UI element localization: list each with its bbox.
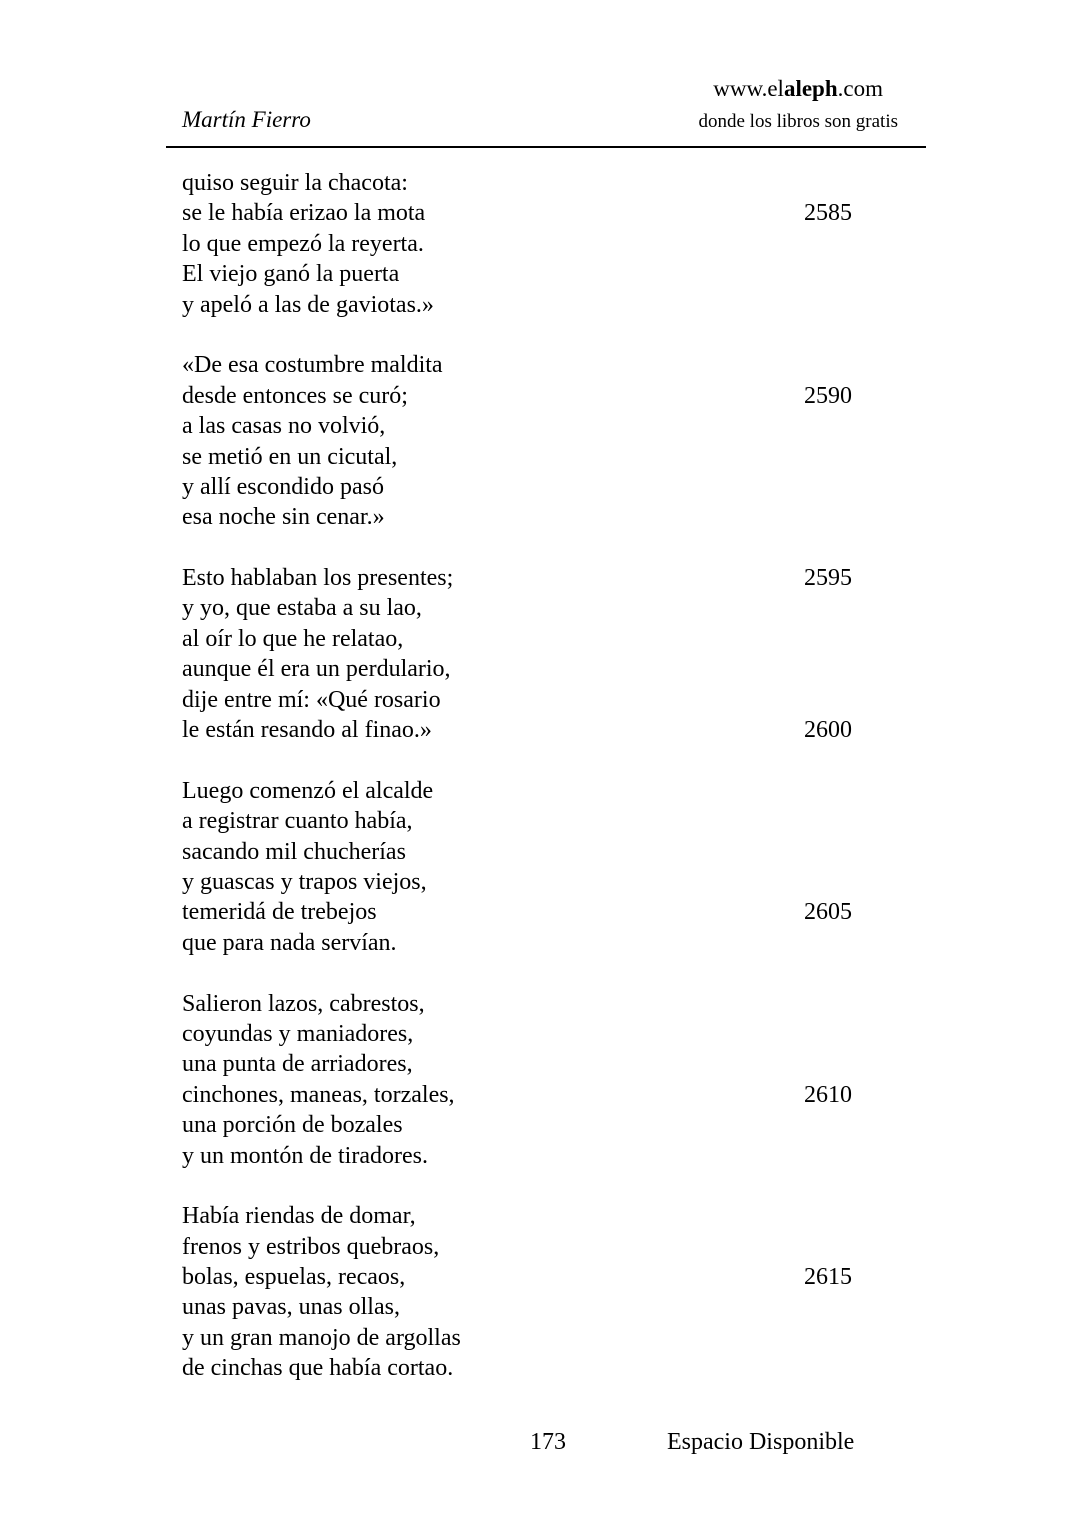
verse-line xyxy=(182,168,882,198)
verse-text: a registrar cuanto había, xyxy=(182,808,413,835)
verse-line xyxy=(182,1323,882,1353)
verse-line xyxy=(182,381,882,411)
verse-line xyxy=(182,229,882,259)
verse-line xyxy=(182,1353,882,1383)
line-number: 2595 xyxy=(804,565,852,592)
footer-note: Espacio Disponible xyxy=(667,1429,855,1455)
page-number: 173 xyxy=(530,1429,566,1455)
verse-text: y un montón de tiradores. xyxy=(182,1142,428,1169)
verse-text: y un gran manojo de argollas xyxy=(182,1324,461,1351)
verse-text: que para nada servían. xyxy=(182,929,397,956)
verse-line xyxy=(182,1292,882,1322)
verse-line xyxy=(182,563,882,593)
verse-text: «De esa costumbre maldita xyxy=(182,352,443,379)
verse-text: se metió en un cicutal, xyxy=(182,443,398,470)
verse-line xyxy=(182,776,882,806)
verse-line xyxy=(182,1141,882,1171)
stanza xyxy=(182,1201,882,1383)
verse-text: El viejo ganó la puerta xyxy=(182,261,400,288)
stanza xyxy=(182,989,882,1171)
verse-line xyxy=(182,411,882,441)
book-title: Martín Fierro xyxy=(182,107,311,132)
line-number: 2600 xyxy=(804,717,852,744)
verse-text: bolas, espuelas, recaos, xyxy=(182,1264,406,1291)
verse-line xyxy=(182,1110,882,1140)
verse-text: y yo, que estaba a su lao, xyxy=(182,595,422,622)
verse-line xyxy=(182,989,882,1019)
verse-text: aunque él era un perdulario, xyxy=(182,656,451,683)
line-number: 2590 xyxy=(804,382,852,409)
verse-line xyxy=(182,806,882,836)
verse-line xyxy=(182,502,882,532)
verse-text: y apeló a las de gaviotas.» xyxy=(182,291,434,318)
verse-text: y allí escondido pasó xyxy=(182,473,384,500)
line-number: 2610 xyxy=(804,1081,852,1108)
verse-line xyxy=(182,867,882,897)
site-tagline: donde los libros son gratis xyxy=(698,111,898,132)
line-number: 2615 xyxy=(804,1264,852,1291)
verse-text: temeridá de trebejos xyxy=(182,899,377,926)
verse-line xyxy=(182,259,882,289)
verse-line xyxy=(182,715,882,745)
verse-text: unas pavas, unas ollas, xyxy=(182,1294,400,1321)
line-number: 2585 xyxy=(804,200,852,227)
verse-line xyxy=(182,624,882,654)
verse-text: se le había erizao la mota xyxy=(182,200,426,227)
verse-text: quiso seguir la chacota: xyxy=(182,170,408,196)
verse-line xyxy=(182,593,882,623)
verse-line xyxy=(182,1232,882,1262)
verse-text: dije entre mí: «Qué rosario xyxy=(182,686,441,713)
verse-text: una punta de arriadores, xyxy=(182,1051,413,1078)
line-number: 2605 xyxy=(804,899,852,926)
site-url[interactable] xyxy=(713,74,883,104)
verse-text: Salieron lazos, cabrestos, xyxy=(182,990,425,1017)
verse-line xyxy=(182,685,882,715)
verse-text: frenos y estribos quebraos, xyxy=(182,1233,440,1260)
verse-text: esa noche sin cenar.» xyxy=(182,504,385,531)
verse-text: y guascas y trapos viejos, xyxy=(182,868,427,895)
stanza xyxy=(182,563,882,745)
verse-text: de cinchas que había cortao. xyxy=(182,1355,454,1382)
site-url-prefix: www.el xyxy=(713,76,784,101)
verse-line xyxy=(182,1080,882,1110)
verse-line xyxy=(182,1201,882,1231)
verse-text: Había riendas de domar, xyxy=(182,1203,416,1230)
verse-text: desde entonces se curó; xyxy=(182,382,408,409)
verse-line xyxy=(182,1049,882,1079)
stanza xyxy=(182,776,882,958)
site-url-suffix: .com xyxy=(837,76,883,101)
verse-line xyxy=(182,1019,882,1049)
verse-line xyxy=(182,350,882,380)
site-url-brand: aleph xyxy=(783,76,838,101)
header-divider xyxy=(166,146,926,148)
verse-text: una porción de bozales xyxy=(182,1112,403,1139)
verse-text: le están resando al finao.» xyxy=(182,717,432,744)
verse-text: sacando mil chucherías xyxy=(182,838,406,865)
verse-text: lo que empezó la reyerta. xyxy=(182,230,424,257)
verse-text: Esto hablaban los presentes; xyxy=(182,565,454,592)
verse-line xyxy=(182,290,882,320)
verse-text: a las casas no volvió, xyxy=(182,413,386,440)
verse-line xyxy=(182,837,882,867)
verse-line xyxy=(182,198,882,228)
verse-line xyxy=(182,472,882,502)
stanza xyxy=(182,350,882,532)
verse-line xyxy=(182,654,882,684)
stanza xyxy=(182,168,882,320)
verse-text: al oír lo que he relatao, xyxy=(182,625,404,652)
verse-text: Luego comenzó el alcalde xyxy=(182,777,434,804)
verse-line xyxy=(182,897,882,927)
verse-text: coyundas y maniadores, xyxy=(182,1020,414,1047)
verse-line xyxy=(182,442,882,472)
verse-line xyxy=(182,928,882,958)
verse-text: cinchones, maneas, torzales, xyxy=(182,1081,455,1108)
poem-body xyxy=(182,168,882,1414)
verse-line xyxy=(182,1262,882,1292)
